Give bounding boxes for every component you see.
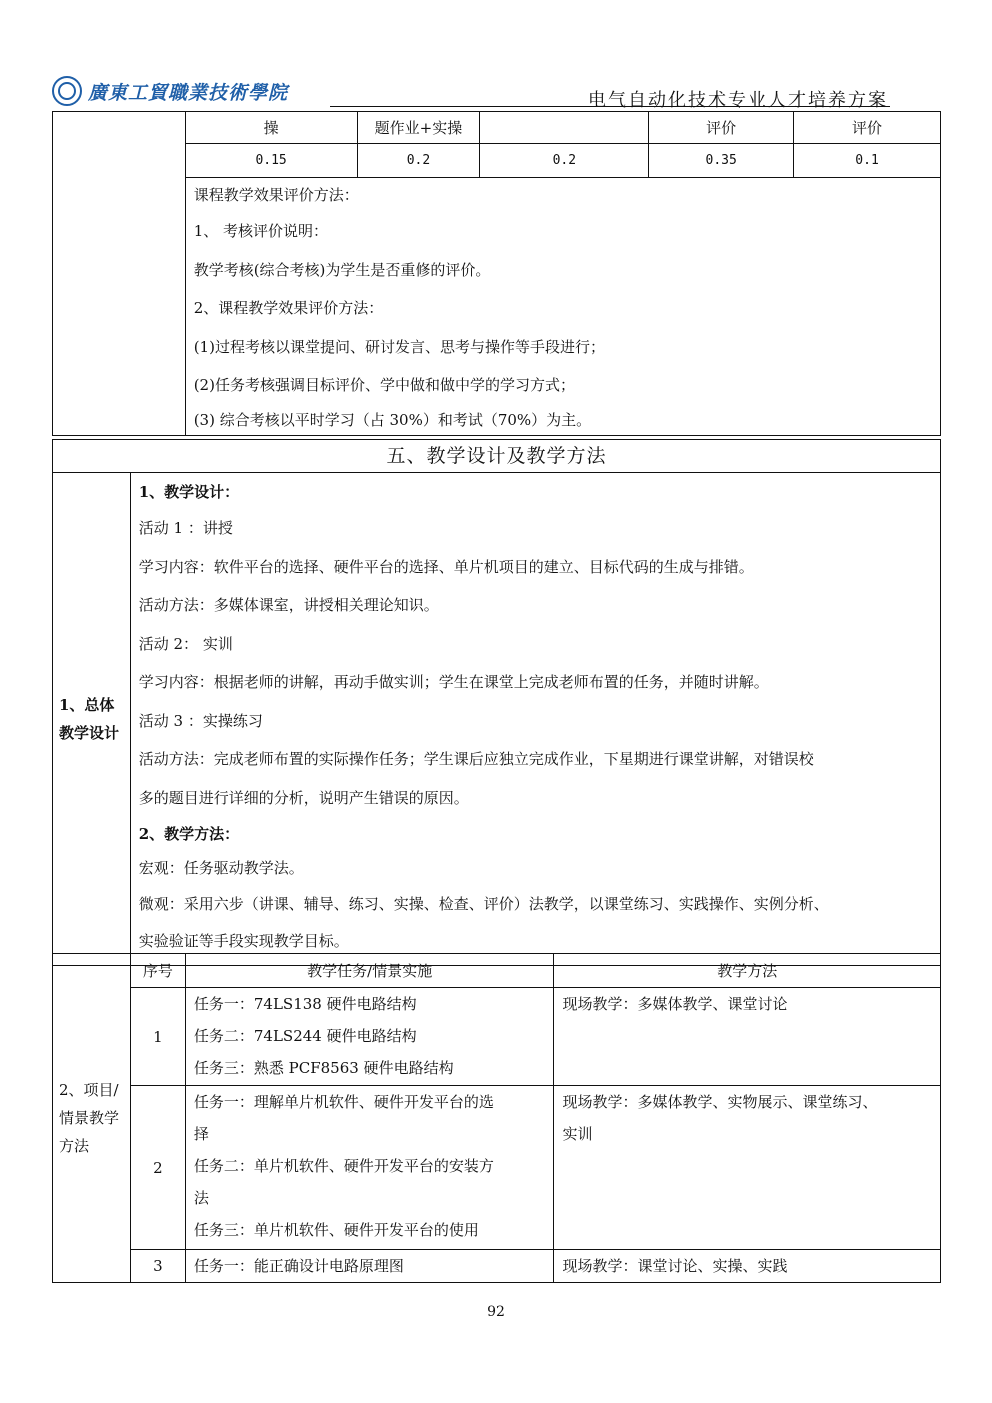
- col-header-method: 教学方法: [554, 954, 941, 988]
- method-cell: [554, 1250, 941, 1283]
- section-title: 五、教学设计及教学方法: [53, 440, 941, 473]
- school-name: 廣東工貿職業技術學院: [88, 81, 289, 104]
- weight-value-1: 0.15: [185, 144, 357, 178]
- design-line: 活动 1 ：讲授: [138, 519, 233, 537]
- project-method-label: [53, 954, 131, 1283]
- method-cell: [554, 1086, 941, 1250]
- method-line: 现场教学：课堂讨论、实操、实践: [562, 1257, 788, 1275]
- page-number: 92: [487, 1304, 505, 1320]
- design-line: 微观：采用六步（讲课、辅导、练习、实操、检查、评价）法教学，以课堂练习、实践操作、实例分析、: [138, 895, 829, 913]
- task-cell: [185, 988, 554, 1086]
- task-line: 任务三：单片机软件、硬件开发平台的使用: [193, 1221, 479, 1239]
- design-line: 宏观：任务驱动教学法。: [138, 859, 304, 877]
- task-cell: [185, 1250, 554, 1283]
- design-line: 活动 2： 实训: [138, 634, 233, 653]
- row-number: 2: [130, 1086, 185, 1250]
- design-line: 活动 3 ：实操练习: [138, 711, 263, 730]
- table-row: [53, 988, 941, 1086]
- eval-line: 1、 考核评价说明：: [193, 222, 329, 240]
- project-method-table: [52, 953, 941, 1283]
- task-line: 任务一：能正确设计电路原理图: [193, 1257, 404, 1275]
- overall-design-label-text: 1、总体教学设计: [59, 696, 120, 742]
- weight-value-4: 0.35: [649, 144, 794, 178]
- design-line: 实验验证等手段实现教学目标。: [138, 931, 349, 950]
- task-line: 法: [193, 1189, 209, 1207]
- eval-line: 教学考核(综合考核)为学生是否重修的评价。: [193, 260, 491, 279]
- method-line: 现场教学：多媒体教学、实物展示、课堂练习、: [562, 1093, 878, 1111]
- assessment-table: [52, 111, 941, 436]
- table-row: [53, 1086, 941, 1250]
- weight-value-5: 0.1: [794, 144, 941, 178]
- row-number: 1: [130, 988, 185, 1086]
- weight-header-1: 操: [185, 112, 357, 144]
- design-line: 活动方法：完成老师布置的实际操作任务；学生课后应独立完成作业，下星期进行课堂讲解，对错误校: [138, 750, 814, 768]
- weight-header-4: 评价: [649, 112, 794, 144]
- weight-value-2: 0.2: [357, 144, 480, 178]
- table-row: [53, 1250, 941, 1283]
- task-line: 任务一：理解单片机软件、硬件开发平台的选: [193, 1093, 494, 1111]
- merged-blank-cell: [53, 112, 186, 436]
- weight-header-5: 评价: [794, 112, 941, 144]
- design-line: 多的题目进行详细的分析，说明产生错误的原因。: [138, 788, 469, 807]
- task-cell: [185, 1086, 554, 1250]
- method-cell: [554, 988, 941, 1086]
- task-line: 任务一：74LS138 硬件电路结构: [193, 995, 417, 1013]
- eval-line: (2)任务考核强调目标评价、学中做和做中学的学习方式；: [193, 376, 575, 395]
- method-heading: 2、教学方法：: [138, 825, 240, 843]
- eval-line: 课程教学效果评价方法：: [193, 186, 359, 204]
- overall-design-label: [53, 473, 131, 966]
- teaching-design-table: [52, 439, 941, 966]
- method-line: 实训: [562, 1125, 593, 1143]
- school-logo: [52, 76, 288, 106]
- eval-line: (1)过程考核以课堂提问、研讨发言、思考与操作等手段进行；: [193, 337, 605, 356]
- eval-line: (3) 综合考核以平时学习（占 30%）和考试（70%）为主。: [193, 410, 592, 429]
- task-line: 择: [193, 1125, 209, 1143]
- school-emblem-icon: [52, 76, 82, 106]
- teaching-design-content: [130, 473, 940, 966]
- col-header-no: 序号: [130, 954, 185, 988]
- project-method-label-text: 2、项目/情景教学方法: [59, 1081, 120, 1155]
- task-line: 任务三：熟悉 PCF8563 硬件电路结构: [193, 1059, 454, 1077]
- row-number: 3: [130, 1250, 185, 1283]
- design-line: 学习内容：根据老师的讲解，再动手做实训；学生在课堂上完成老师布置的任务，并随时讲解。: [138, 673, 769, 691]
- weight-header-2: 题作业+实操: [357, 112, 480, 144]
- task-line: 任务二：单片机软件、硬件开发平台的安装方: [193, 1157, 494, 1175]
- eval-line: 2、课程教学效果评价方法：: [193, 299, 384, 318]
- design-line: 学习内容：软件平台的选择、硬件平台的选择、单片机项目的建立、目标代码的生成与排错。: [138, 557, 754, 576]
- weight-header-3: [480, 112, 649, 144]
- document-title: 电气自动化技术专业人才培养方案: [588, 90, 888, 111]
- col-header-task: 教学任务/情景实施: [185, 954, 554, 988]
- method-line: 现场教学：多媒体教学、课堂讨论: [562, 995, 788, 1013]
- weight-value-3: 0.2: [480, 144, 649, 178]
- task-line: 任务二：74LS244 硬件电路结构: [193, 1027, 417, 1045]
- design-line: 活动方法：多媒体课室，讲授相关理论知识。: [138, 596, 439, 614]
- design-heading: 1、教学设计：: [138, 483, 240, 501]
- evaluation-method-cell: [185, 178, 940, 436]
